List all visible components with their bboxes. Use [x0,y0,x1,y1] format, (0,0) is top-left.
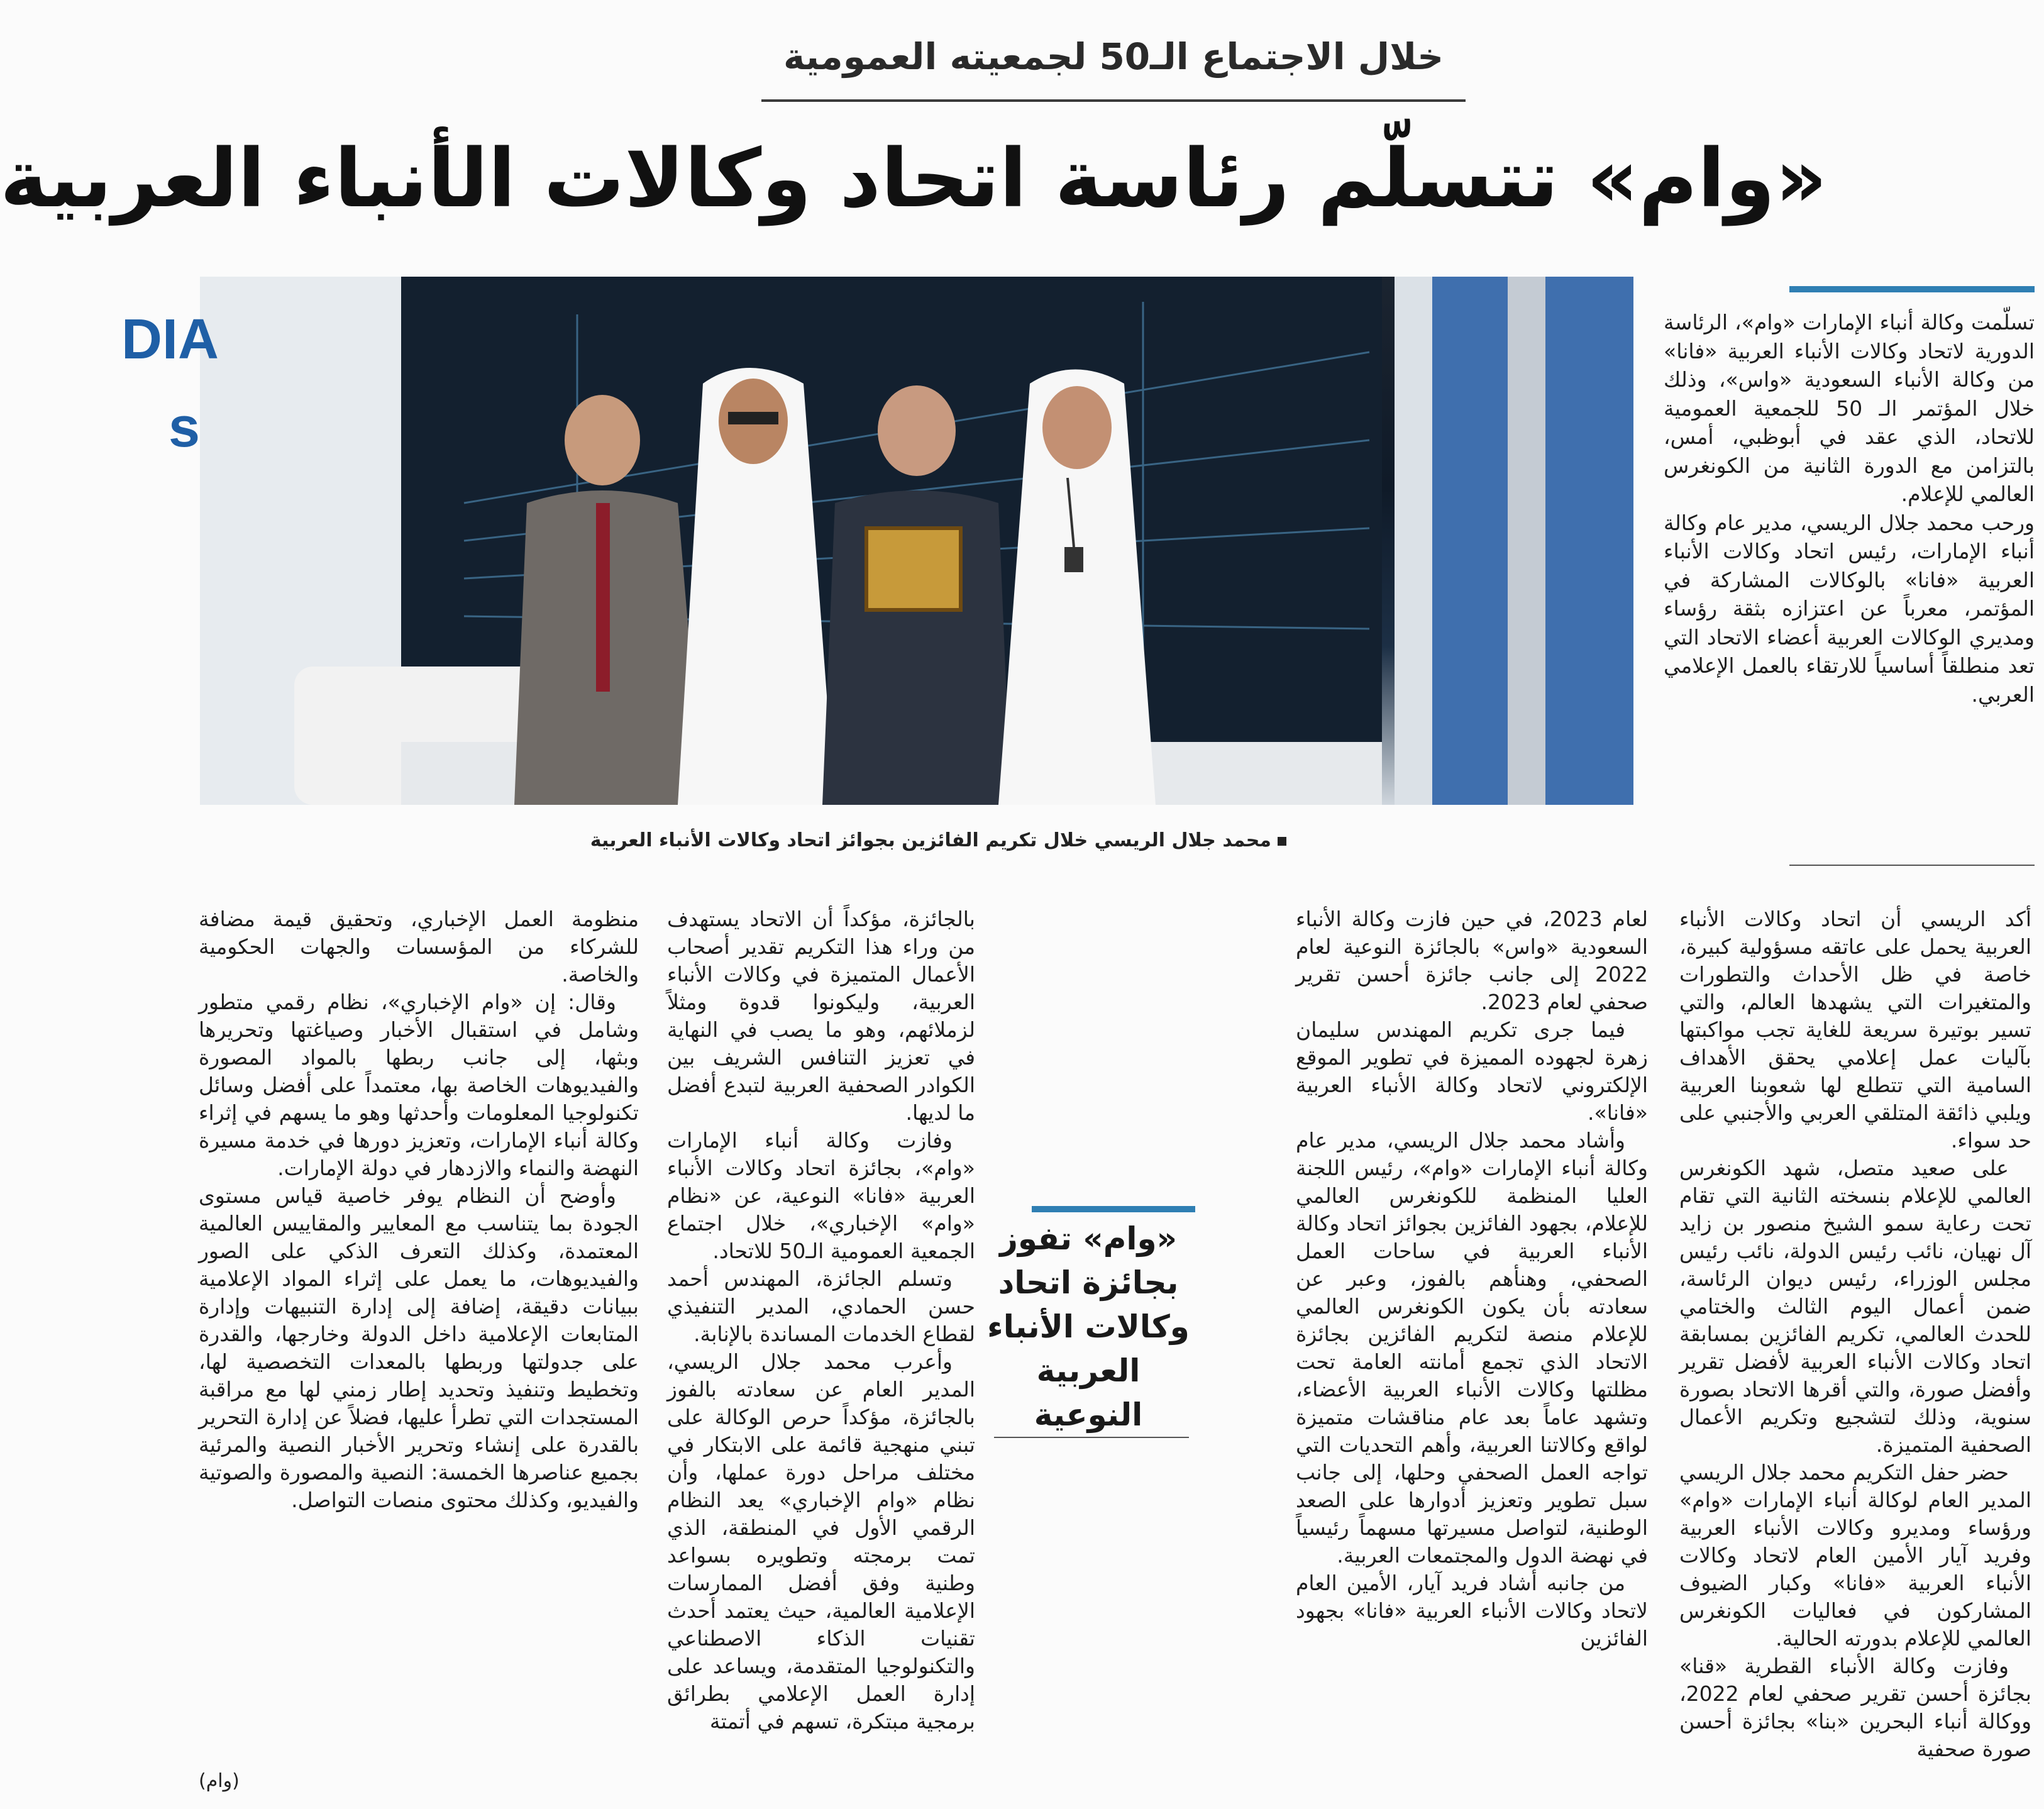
caption-bullet-icon [1278,837,1286,846]
subhead-accent-bar [1032,1206,1195,1212]
kicker-underline [761,99,1466,102]
body-paragraph: وأوضح أن النظام يوفر خاصية قياس مستوى الجودة بما يتناسب مع المعايير والمقاييس العالمية المعتمدة، وكذلك التعرف الذكي على الصور والفيديوهات، ما يعمل على إثراء المواد الإعلامية ببيانات دقيقة، إضافة إلى إدارة التنبيهات وإدارة المتابعات الإعلامية داخل الدولة وخارجها، والقدرة على جدولتها وربطها بالمعدات التخصصية لها، وتخطيط وتنفيذ وتحديد إطار زمني لها مع مراقبة المستجدات التي تطرأ عليها، فضلاً عن إدارة التحرير بالقدرة على إنشاء وتحرير الأخبار النصية والمرئية بجميع عناصرها الخمسة: النصية والمصورة والصوتية والفيديو، وكذلك محتوى منصات التواصل. [199,1183,639,1512]
body-paragraph: أكد الريسي أن اتحاد وكالات الأنباء العربية يحمل على عاتقه مسؤولية كبيرة، خاصة في ظل الأحداث والتطورات والمتغيرات التي يشهدها العالم، والتي تسير بوتيرة سريعة للغاية تجب مواكبتها بآليات عمل إعلامي يحقق الأهداف السامية التي تتطلع لها شعوبنا العربية ويلبي ذائقة المتلقي العربي والأجنبي على حد سواء. [1679,907,2031,1153]
photo-caption [570,827,1286,855]
svg-text:s: s [168,396,200,459]
body-column-3 [667,905,975,1735]
body-paragraph: لعام 2023، في حين فازت وكالة الأنباء السعودية «واس» بالجائزة النوعية لعام 2022 إلى جانب جائزة أحسن تقرير صحفي لعام 2023. [1296,907,1649,1014]
intro-accent-bar [1789,286,2035,292]
body-paragraph: منظومة العمل الإخباري، وتحقيق قيمة مضافة للشركاء من المؤسسات والجهات الحكومية والخاصة. [199,907,639,987]
photo-illustration [121,277,1633,805]
article-headline: «وام» تتسلّم رئاسة اتحاد وكالات الأنباء العربية [0,132,1827,226]
body-paragraph: وأعرب محمد جلال الريسي، المدير العام عن سعادته بالفوز بالجائزة، مؤكداً حرص الوكالة على تبني منهجية قائمة على الابتكار في مختلف مراحل دورة عملها، وأن نظام «وام الإخباري» يعد النظام الرقمي الأول في المنطقة، الذي تمت برمجته وتطويره بسواعد وطنية وفق أفضل الممارسات الإعلامية العالمية، حيث يعتمد أحدث تقنيات الذكاء الاصطناعي والتكنولوجيا المتقدمة، ويساعد على إدارة العمل الإعلامي بطرائق برمجية مبتكرة، تسهم في أتمتة [667,1349,975,1734]
body-paragraph: على صعيد متصل، شهد الكونغرس العالمي للإعلام بنسخته الثانية التي تقام تحت رعاية سمو الشيخ منصور بن زايد آل نهيان، نائب رئيس الدولة، نائب رئيس مجلس الوزراء، رئيس ديوان الرئاسة، ضمن أعمال اليوم الثالث والختامي للحدث العالمي، تكريم الفائزين بمسابقة اتحاد وكالات الأنباء العربية لأفضل تقرير وأفضل صورة، والتي أقرها الاتحاد بصورة سنوية، وذلك لتشجيع وتكريم الأعمال الصحفية المتميزة. [1679,1156,2031,1457]
body-paragraph: حضر حفل التكريم محمد جلال الريسي المدير العام لوكالة أنباء الإمارات «وام» ورؤساء ومديرو وكالات الأنباء العربية وفريد آيار الأمين العام لاتحاد وكالات الأنباء العربية «فانا» وكبار الضيوف المشاركون في فعاليات الكونغرس العالمي للإعلام بدورته الحالية. [1679,1460,2031,1651]
article-kicker: خلال الاجتماع الـ50 لجمعيته العمومية [783,35,1444,78]
body-column-4 [199,905,639,1514]
intro-divider [1789,865,2035,866]
subhead-divider [994,1437,1189,1438]
body-paragraph: وتسلم الجائزة، المهندس أحمد حسن الحمادي، المدير التنفيذي لقطاع الخدمات المساندة بالإنابة. [667,1266,975,1346]
intro-paragraph: تسلّمت وكالة أنباء الإمارات «وام»، الرئاسة الدورية لاتحاد وكالات الأنباء العربية «فانا» من وكالة الأنباء السعودية «واس»، وذلك خلال المؤتمر الـ 50 للجمعية العمومية للاتحاد، الذي عقد في أبوظبي، أمس، بالتزامن مع الدورة الثانية من الكونغرس العالمي للإعلام. [1664,310,2035,506]
body-paragraph: وقال: إن «وام الإخباري»، نظام رقمي متطور وشامل في استقبال الأخبار وصياغتها وتحريرها وبثها، إلى جانب ربطها بالمواد المصورة والفيديوهات الخاصة بها، معتمداً على أفضل وسائل تكنولوجيا المعلومات وأحدثها وهو ما يسهم في إثراء وكالة أنباء الإمارات، وتعزيز دورها في خدمة مسيرة النهضة والنماء والازدهار في دولة الإمارات. [199,990,639,1180]
body-column-2 [1296,905,1648,1652]
intro-paragraph: ورحب محمد جلال الريسي، مدير عام وكالة أنباء الإمارات، رئيس اتحاد وكالات الأنباء العربية «فانا» بالوكالات المشاركة في المؤتمر، معرباً عن اعتزازه بثقة رؤساء ومديري الوكالات العربية أعضاء الاتحاد التي تعد منطلقاً أساسياً للارتقاء بالعمل الإعلامي العربي. [1664,510,2035,707]
subhead: «وام» تفوز بجائزة اتحاد وكالات الأنباء العربية النوعية [987,1220,1190,1433]
body-paragraph: من جانبه أشاد فريد آيار، الأمين العام لاتحاد وكالات الأنباء العربية «فانا» بجهود الفائزين [1296,1571,1648,1651]
backdrop-text: DIA [121,308,219,371]
article-photo [121,277,1633,805]
body-paragraph: فيما جرى تكريم المهندس سليمان زهرة لجهوده المميزة في تطوير الموقع الإلكتروني لاتحاد وكالة الأنباء العربية «فانا». [1296,1017,1648,1125]
body-paragraph: وفازت وكالة أنباء الإمارات «وام»، بجائزة اتحاد وكالات الأنباء العربية «فانا» النوعية، عن «نظام «وام» الإخباري»، خلال اجتماع الجمعية العمومية الـ50 للاتحاد. [667,1128,975,1263]
subhead-box [981,1217,1195,1433]
body-column-1 [1679,905,2031,1763]
body-paragraph: بالجائزة، مؤكداً أن الاتحاد يستهدف من وراء هذا التكريم تقدير أصحاب الأعمال المتميزة في وكالات الأنباء العربية، وليكونوا قدوة ومثلاً لزملائهم، وهو ما يصب في النهاية في تعزيز التنافس الشريف بين الكوادر الصحفية العربية لتبدع أفضل ما لديها. [667,907,975,1125]
body-paragraph: وأشاد محمد جلال الريسي، مدير عام وكالة أنباء الإمارات «وام»، رئيس اللجنة العليا المنظمة للكونغرس العالمي للإعلام، بجهود الفائزين بجوائز اتحاد وكالة الأنباء العربية في ساحات العمل الصحفي، وهنأهم بالفوز، وعبر عن سعادته بأن يكون الكونغرس العالمي للإعلام منصة لتكريم الفائزين بجائزة الاتحاد الذي تجمع أمانته العامة تحت مظلتها وكالات الأنباء العربية الأعضاء، وتشهد عاماً بعد عام مناقشات متميزة لواقع وكالاتنا العربية، وأهم التحديات التي تواجه العمل الصحفي وحلها، إلى جانب سبل تطوير وتعزيز أدوارها على الصعد الوطنية، لتواصل مسيرتها مسهماً رئيسياً في نهضة الدول والمجتمعات العربية. [1296,1128,1648,1568]
intro-block [1664,308,2035,709]
caption-text: محمد جلال الريسي خلال تكريم الفائزين بجوائز اتحاد وكالات الأنباء العربية [590,829,1271,851]
body-paragraph: وفازت وكالة الأنباء القطرية «قنا» بجائزة أحسن تقرير صحفي لعام 2022، ووكالة أنباء البحرين «بنا» بجائزة أحسن صورة صحفية [1679,1654,2031,1761]
article-signature: (وام) [199,1770,240,1792]
